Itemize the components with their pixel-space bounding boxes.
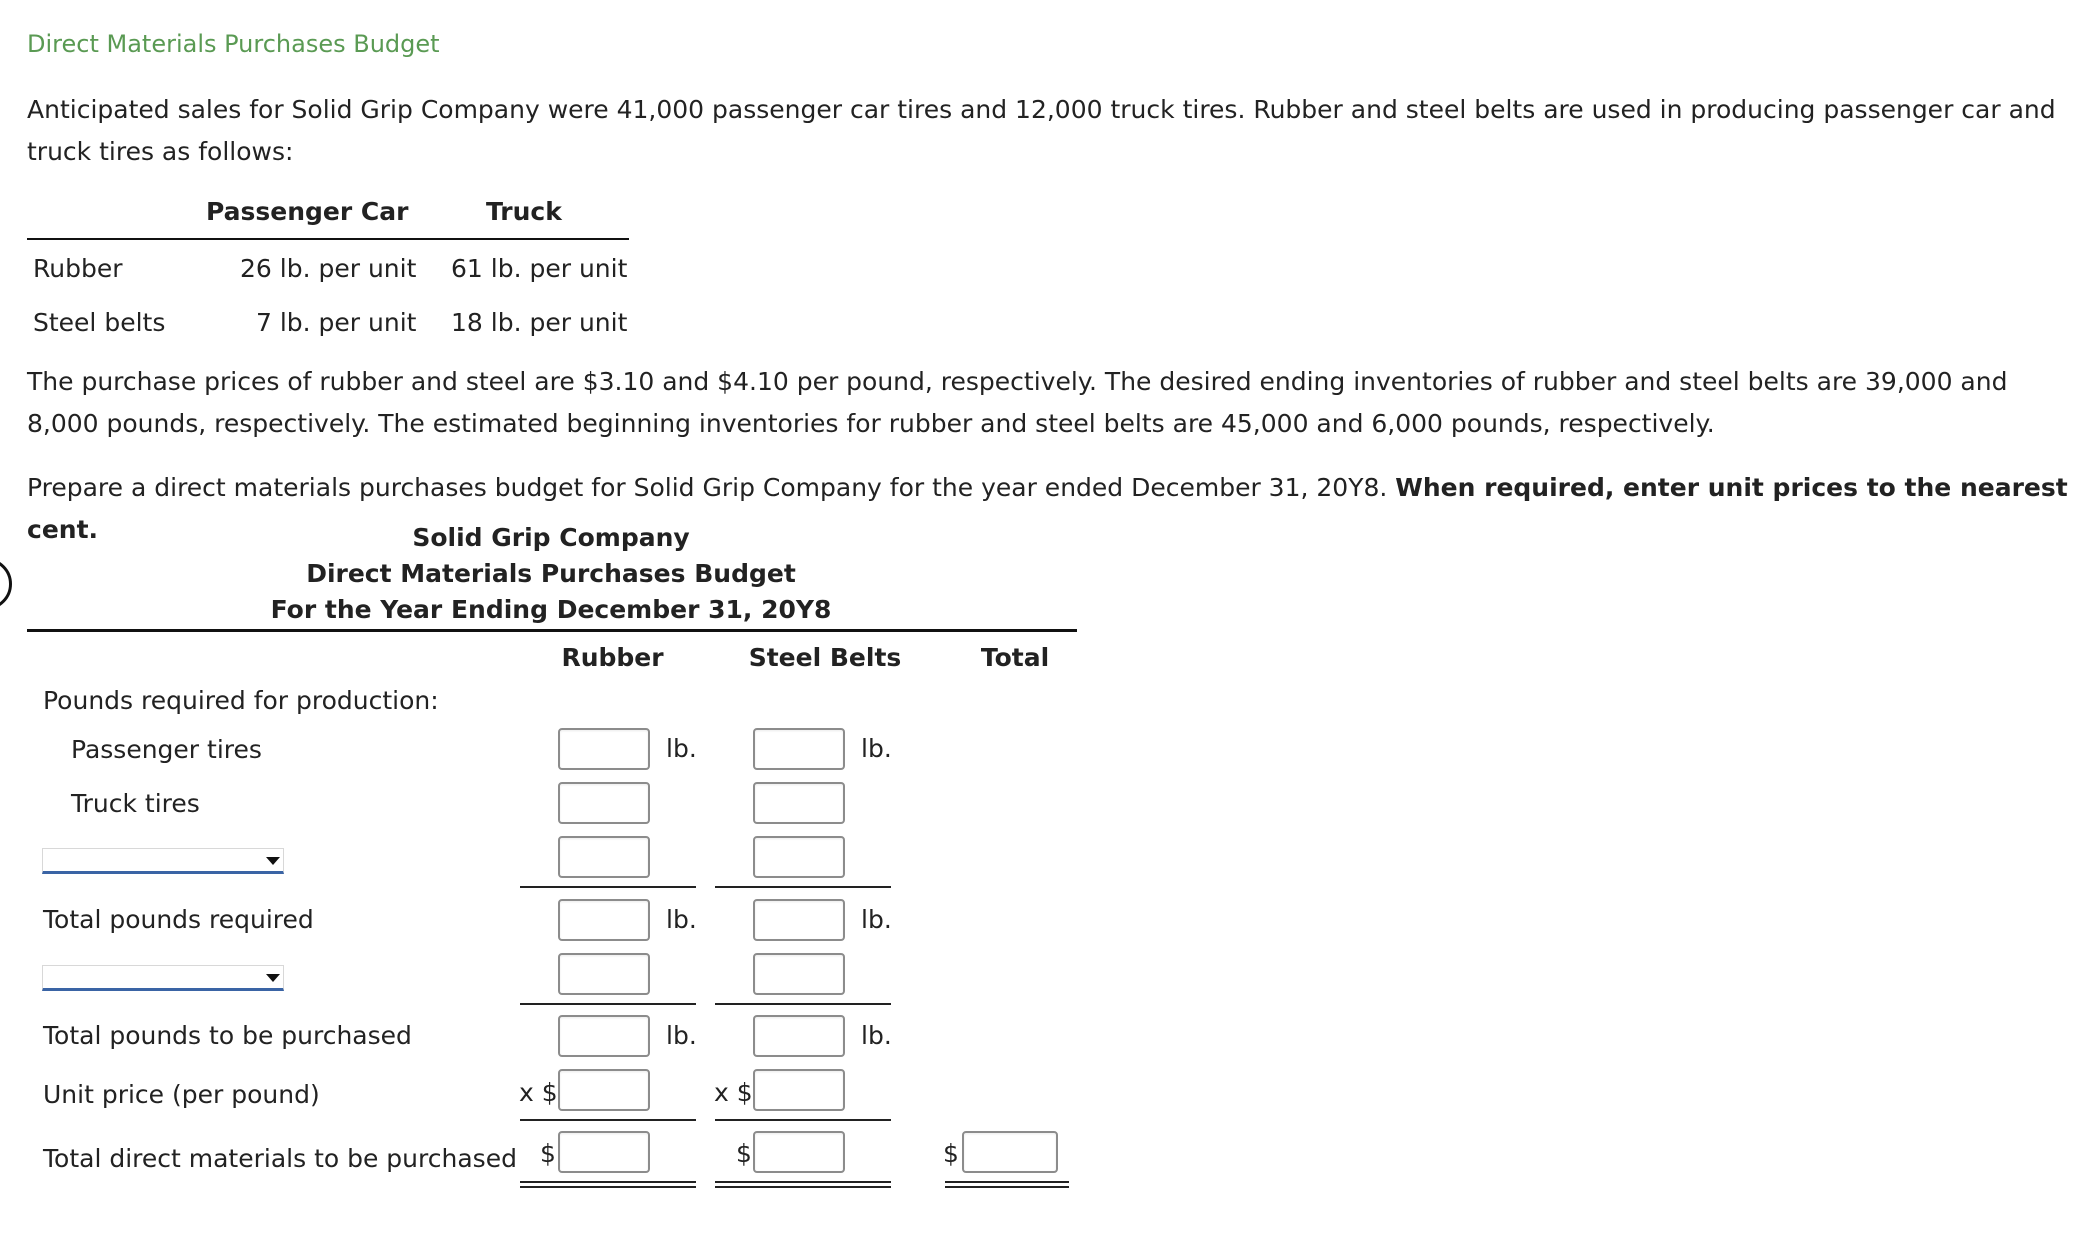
rubber-passenger-value: 26 lb. per unit [240,254,417,283]
steel-passenger-value: 7 lb. per unit [256,308,417,337]
steel-truck-input[interactable] [753,782,845,824]
rubber-passenger-input[interactable] [558,728,650,770]
rubber-pounds-purchased-unit: lb. [666,1021,697,1050]
rubber-passenger-unit: lb. [666,734,697,763]
col-header-steel-belts: Steel Belts [748,643,902,672]
budget-period: For the Year Ending December 31, 20Y8 [270,595,832,624]
rubber-subtotal-rule-2 [520,1003,696,1005]
steel-double-rule [715,1181,891,1188]
grand-total-dollar: $ [943,1139,959,1168]
steel-total-cost-input[interactable] [753,1131,845,1173]
rubber-truck-value: 61 lb. per unit [451,254,628,283]
intro-paragraph: Anticipated sales for Solid Grip Company were 41,000 passenger car tires and 12,000 truck tires. Rubber and steel belts are used in producing passenger car and truck tires as follows: [27,95,2056,166]
label-total-pounds-required: Total pounds required [43,905,314,934]
rubber-truck-input[interactable] [558,782,650,824]
col-header-passenger-car: Passenger Car [206,197,409,226]
steel-truck-value: 18 lb. per unit [451,308,628,337]
steel-unit-price-input[interactable] [753,1069,845,1111]
steel-passenger-unit: lb. [861,734,892,763]
label-unit-price: Unit price (per pound) [43,1080,320,1109]
prices-paragraph: The purchase prices of rubber and steel are $3.10 and $4.10 per pound, respectively. The desired ending inventories of rubber and steel belts are 39,000 and 8,000 pounds, respectively. The estimated beginning inventories for rubber and steel belts are 45,000 and 6,000 pounds, respectively. [27,367,2008,438]
grand-total-input[interactable] [962,1131,1058,1173]
steel-passenger-input[interactable] [753,728,845,770]
side-tab-icon [0,558,12,610]
page-title: Direct Materials Purchases Budget [27,30,440,58]
row-label-steel-belts: Steel belts [33,308,166,337]
label-truck-tires: Truck tires [71,789,200,818]
chevron-down-icon [266,857,280,865]
steel-adjust-2-input[interactable] [753,953,845,995]
rubber-total-required-unit: lb. [666,905,697,934]
steel-subtotal-rule-1 [715,886,891,888]
instruction-bold: When required, enter unit prices to the nearest cent. [27,473,2068,544]
steel-total-dollar: $ [736,1139,752,1168]
rubber-total-required-input[interactable] [558,899,650,941]
rubber-adjust-2-input[interactable] [558,953,650,995]
grand-total-double-rule [945,1181,1069,1188]
instruction-text: Prepare a direct materials purchases budget for Solid Grip Company for the year ended December 31, 20Y8. [27,473,1396,502]
steel-times-dollar: x $ [714,1078,753,1107]
steel-adjust-1-input[interactable] [753,836,845,878]
label-total-direct-materials: Total direct materials to be purchased [43,1144,517,1173]
rubber-adjust-1-input[interactable] [558,836,650,878]
steel-pounds-purchased-input[interactable] [753,1015,845,1057]
col-header-rubber: Rubber [561,643,664,672]
col-header-total: Total [980,643,1050,672]
label-pounds-required: Pounds required for production: [43,686,439,715]
row-label-rubber: Rubber [33,254,123,283]
rubber-pounds-purchased-input[interactable] [558,1015,650,1057]
steel-subtotal-rule-3 [715,1119,891,1121]
steel-subtotal-rule-2 [715,1003,891,1005]
rubber-subtotal-rule-1 [520,886,696,888]
rubber-times-dollar: x $ [519,1078,558,1107]
label-passenger-tires: Passenger tires [71,735,262,764]
rubber-double-rule [520,1181,696,1188]
table-header-rule [27,238,629,240]
budget-title: Direct Materials Purchases Budget [306,559,796,588]
rubber-subtotal-rule-3 [520,1119,696,1121]
rubber-total-cost-input[interactable] [558,1131,650,1173]
rubber-unit-price-input[interactable] [558,1069,650,1111]
budget-header-rule [27,629,1077,632]
col-header-truck: Truck [486,197,562,226]
label-total-pounds-purchased: Total pounds to be purchased [43,1021,412,1050]
steel-pounds-purchased-unit: lb. [861,1021,892,1050]
rubber-total-dollar: $ [540,1139,556,1168]
steel-total-required-unit: lb. [861,905,892,934]
steel-total-required-input[interactable] [753,899,845,941]
budget-company: Solid Grip Company [412,523,690,552]
chevron-down-icon [266,974,280,982]
